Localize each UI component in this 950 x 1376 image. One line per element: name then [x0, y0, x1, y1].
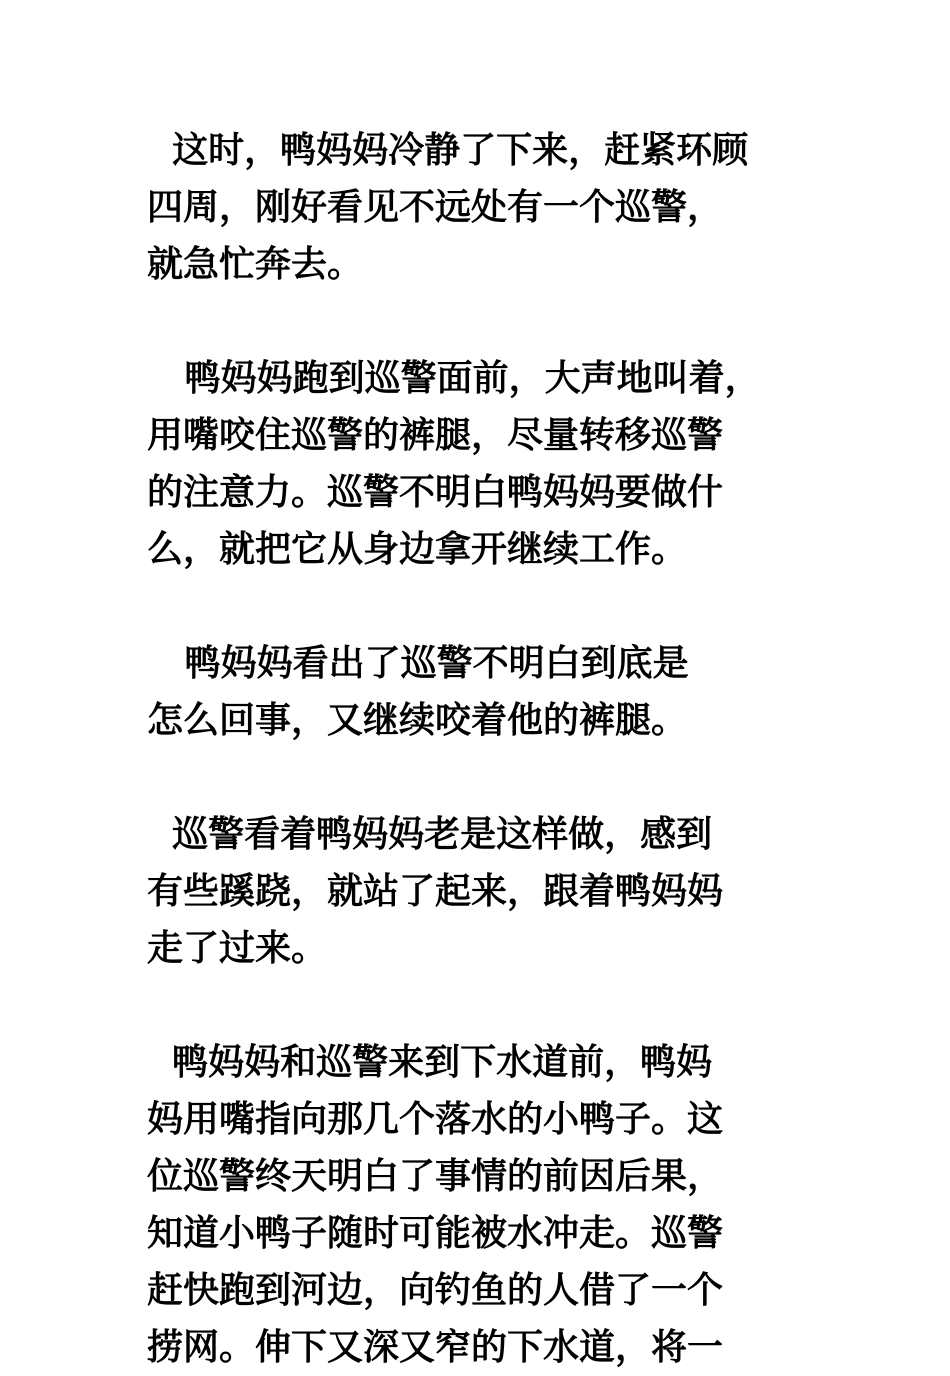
text-line: 捞网。伸下又深又窄的下水道，将一: [147, 1327, 724, 1368]
text-line: 赶快跑到河边，向钓鱼的人借了一个: [147, 1270, 724, 1311]
text-line: 鸭妈妈和巡警来到下水道前，鸭妈: [147, 1042, 713, 1083]
text-line: 走了过来。: [147, 928, 328, 969]
text-line: 妈用嘴指向那几个落水的小鸭子。这: [147, 1099, 724, 1140]
text-line: 四周，刚好看见不远处有一个巡警，: [147, 187, 724, 228]
paragraph-gap: [147, 749, 847, 806]
text-line: 用嘴咬住巡警的裤腿，尽量转移巡警: [147, 415, 724, 456]
paragraph: [147, 1034, 847, 1376]
story-text: [147, 122, 847, 1376]
paragraph: [147, 122, 847, 293]
paragraph-gap: [147, 293, 847, 350]
text-line: 就急忙奔去。: [147, 244, 364, 285]
paragraph-gap: [147, 977, 847, 1034]
paragraph-gap: [147, 578, 847, 635]
paragraph: [147, 635, 847, 749]
text-line: 有些蹊跷，就站了起来，跟着鸭妈妈: [147, 871, 724, 912]
text-line: 鸭妈妈看出了巡警不明白到底是: [147, 643, 689, 684]
text-line: 位巡警终天明白了事情的前因后果，: [147, 1156, 724, 1197]
text-line: 巡警看着鸭妈妈老是这样做，感到: [147, 814, 713, 855]
paragraph: [147, 806, 847, 977]
text-line: 的注意力。巡警不明白鸭妈妈要做什: [147, 472, 724, 513]
text-line: 知道小鸭子随时可能被水冲走。巡警: [147, 1213, 724, 1254]
text-line: 鸭妈妈跑到巡警面前，大声地叫着，: [147, 358, 761, 399]
text-line: 么，就把它从身边拿开继续工作。: [147, 529, 688, 570]
text-line: 这时，鸭妈妈冷静了下来，赶紧环顾: [147, 130, 749, 171]
paragraph: [147, 350, 847, 578]
text-line: 怎么回事，又继续咬着他的裤腿。: [147, 700, 688, 741]
